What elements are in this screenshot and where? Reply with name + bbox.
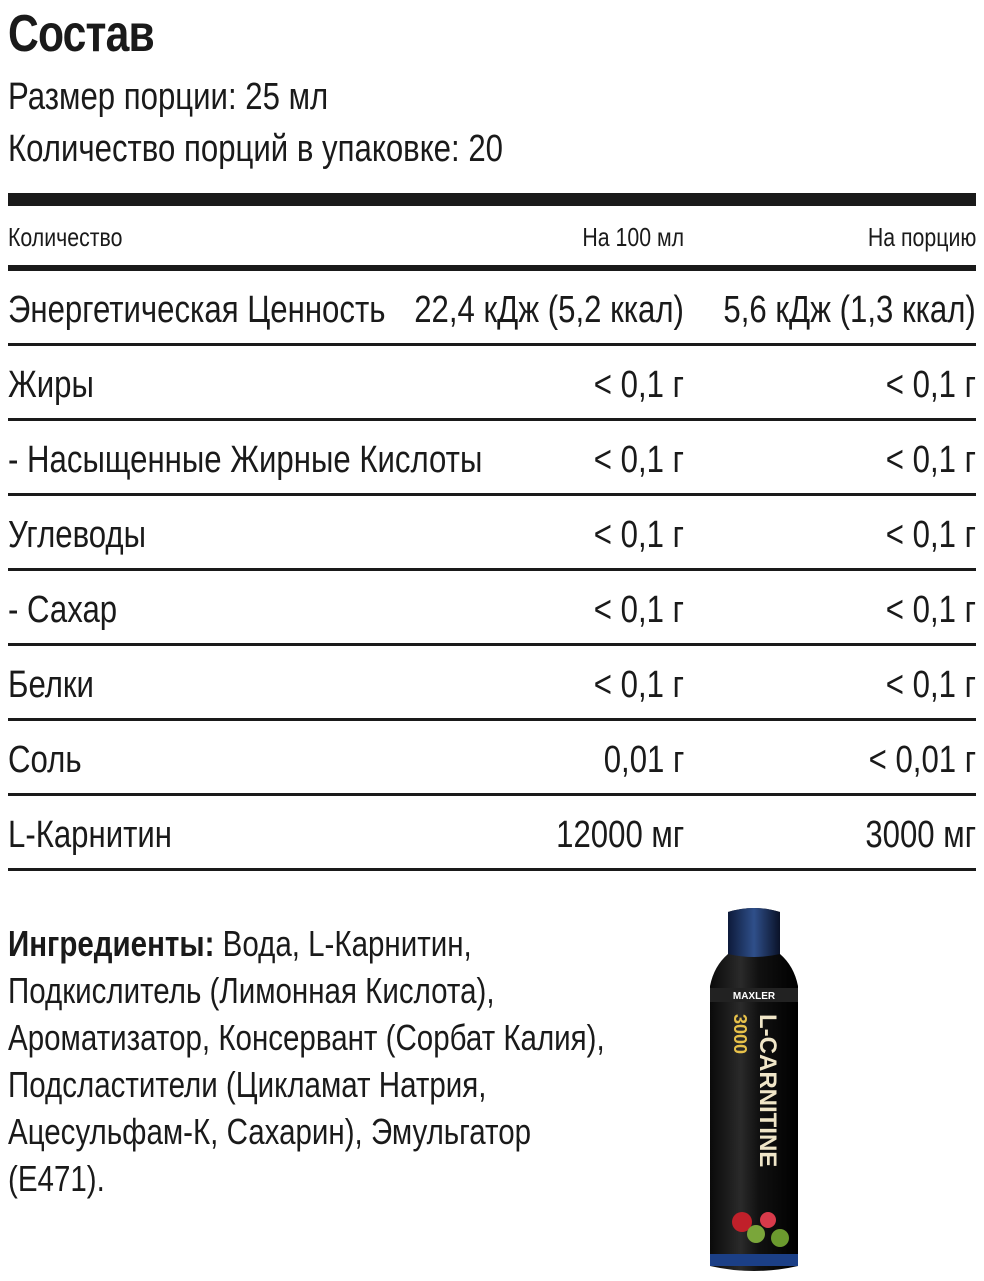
- table-row: [8, 646, 976, 721]
- row-per-serving: < 0,1 г: [885, 364, 976, 406]
- table-row: [8, 421, 976, 496]
- row-per-100ml: 0,01 г: [603, 739, 684, 781]
- table-row: [8, 571, 976, 646]
- row-name: Энергетическая Ценность: [8, 289, 386, 331]
- bottle-brand: MAXLER: [732, 991, 776, 1002]
- row-name: Углеводы: [8, 514, 147, 556]
- header-per-serving: На порцию: [867, 222, 976, 252]
- row-name: L-Карнитин: [8, 814, 173, 856]
- row-per-100ml: < 0,1 г: [593, 664, 684, 706]
- row-name: Белки: [8, 664, 94, 706]
- row-per-serving: < 0,1 г: [885, 514, 976, 556]
- ingredients-label: Ингредиенты:: [8, 923, 215, 964]
- row-per-serving: < 0,1 г: [885, 589, 976, 631]
- nutrition-table: [8, 206, 976, 856]
- row-per-100ml: < 0,1 г: [593, 514, 684, 556]
- table-row: [8, 271, 976, 346]
- row-per-serving: < 0,01 г: [868, 739, 976, 781]
- row-per-serving: < 0,1 г: [885, 664, 976, 706]
- servings-per-container: Количество порций в упаковке: 20: [8, 128, 503, 170]
- product-bottle-image: [698, 904, 810, 1278]
- ingredients-text: [8, 920, 631, 1202]
- row-name: - Насыщенные Жирные Кислоты: [8, 439, 483, 481]
- ingredients-list: Вода, L-Карнитин, Подкислитель (Лимонная Кислота), Ароматизатор, Консервант (Сорбат Калия), Подсластители (Цикламат Натрия, Ацесульфам-К, Сахарин), Эмульгатор (E471).: [8, 923, 605, 1199]
- serving-size: Размер порции: 25 мл: [8, 76, 329, 118]
- row-per-100ml: < 0,1 г: [593, 439, 684, 481]
- table-header: [8, 206, 976, 265]
- bottle-name: L-CARNITINE: [754, 1014, 781, 1168]
- table-row: [8, 721, 976, 796]
- table-top-rule: [8, 193, 976, 206]
- row-per-serving: 5,6 кДж (1,3 ккал): [723, 289, 976, 331]
- header-rule: [8, 265, 976, 271]
- row-per-serving: < 0,1 г: [885, 439, 976, 481]
- row-per-100ml: < 0,1 г: [593, 589, 684, 631]
- header-per-100ml: На 100 мл: [582, 222, 684, 252]
- table-row: [8, 346, 976, 421]
- row-name: Жиры: [8, 364, 94, 406]
- header-quantity: Количество: [8, 222, 123, 252]
- page-title: Состав: [8, 5, 154, 63]
- row-name: Соль: [8, 739, 82, 781]
- row-per-serving: 3000 мг: [865, 814, 976, 856]
- bottle-dose: 3000: [730, 1014, 750, 1055]
- row-per-100ml: < 0,1 г: [593, 364, 684, 406]
- row-per-100ml: 12000 мг: [555, 814, 684, 856]
- row-per-100ml: 22,4 кДж (5,2 ккал): [414, 289, 684, 331]
- table-row: [8, 496, 976, 571]
- table-row: [8, 796, 976, 871]
- row-name: - Сахар: [8, 589, 118, 631]
